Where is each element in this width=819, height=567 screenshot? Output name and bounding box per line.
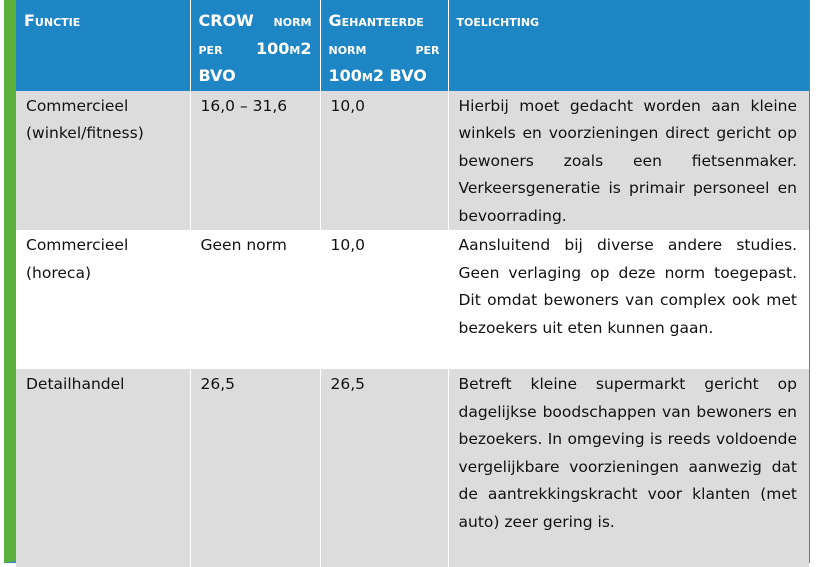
cell-crow-norm: 26,5 (190, 369, 320, 567)
cell-crow-norm: Geen norm (190, 230, 320, 369)
cell-toelichting: Betreft kleine supermarkt gericht op dagelijkse boodschappen van bewoners en bezoekers. In omgeving is reeds voldoende vergelijkbare voorzieningen aanwezig dat de aantrekkingskracht voor klanten (met auto) zeer gering is. (448, 369, 809, 567)
table-header-row (16, 0, 809, 91)
cell-toelichting: Hierbij moet gedacht worden aan kleine winkels en voorzieningen direct gericht op bewoners zoals een fietsenmaker. Verkeersgeneratie is primair personeel en bevoorrading. (448, 91, 809, 231)
header-gehanteerde-norm: Gehanteerde norm per 100m2 BVO (320, 0, 448, 91)
cell-functie: Commercieel (horeca) (16, 230, 190, 369)
header-functie: Functie (16, 0, 190, 91)
norm-table-frame (4, 0, 810, 563)
table-row (16, 91, 809, 231)
table-row (16, 369, 809, 567)
cell-functie: Detailhandel (16, 369, 190, 567)
cell-gehanteerde-norm: 26,5 (320, 369, 448, 567)
parking-norm-table (16, 0, 809, 567)
cell-functie: Commercieel (winkel/fitness) (16, 91, 190, 231)
cell-crow-norm: 16,0 – 31,6 (190, 91, 320, 231)
cell-toelichting: Aansluitend bij diverse andere studies. Geen verlaging op deze norm toegepast. Dit omdat bewoners van complex ook met bezoekers uit eten kunnen gaan. (448, 230, 809, 369)
cell-gehanteerde-norm: 10,0 (320, 91, 448, 231)
header-crow-norm: CROW norm per 100m2 BVO (190, 0, 320, 91)
cell-gehanteerde-norm: 10,0 (320, 230, 448, 369)
header-toelichting: toelichting (448, 0, 809, 91)
table-row (16, 230, 809, 369)
